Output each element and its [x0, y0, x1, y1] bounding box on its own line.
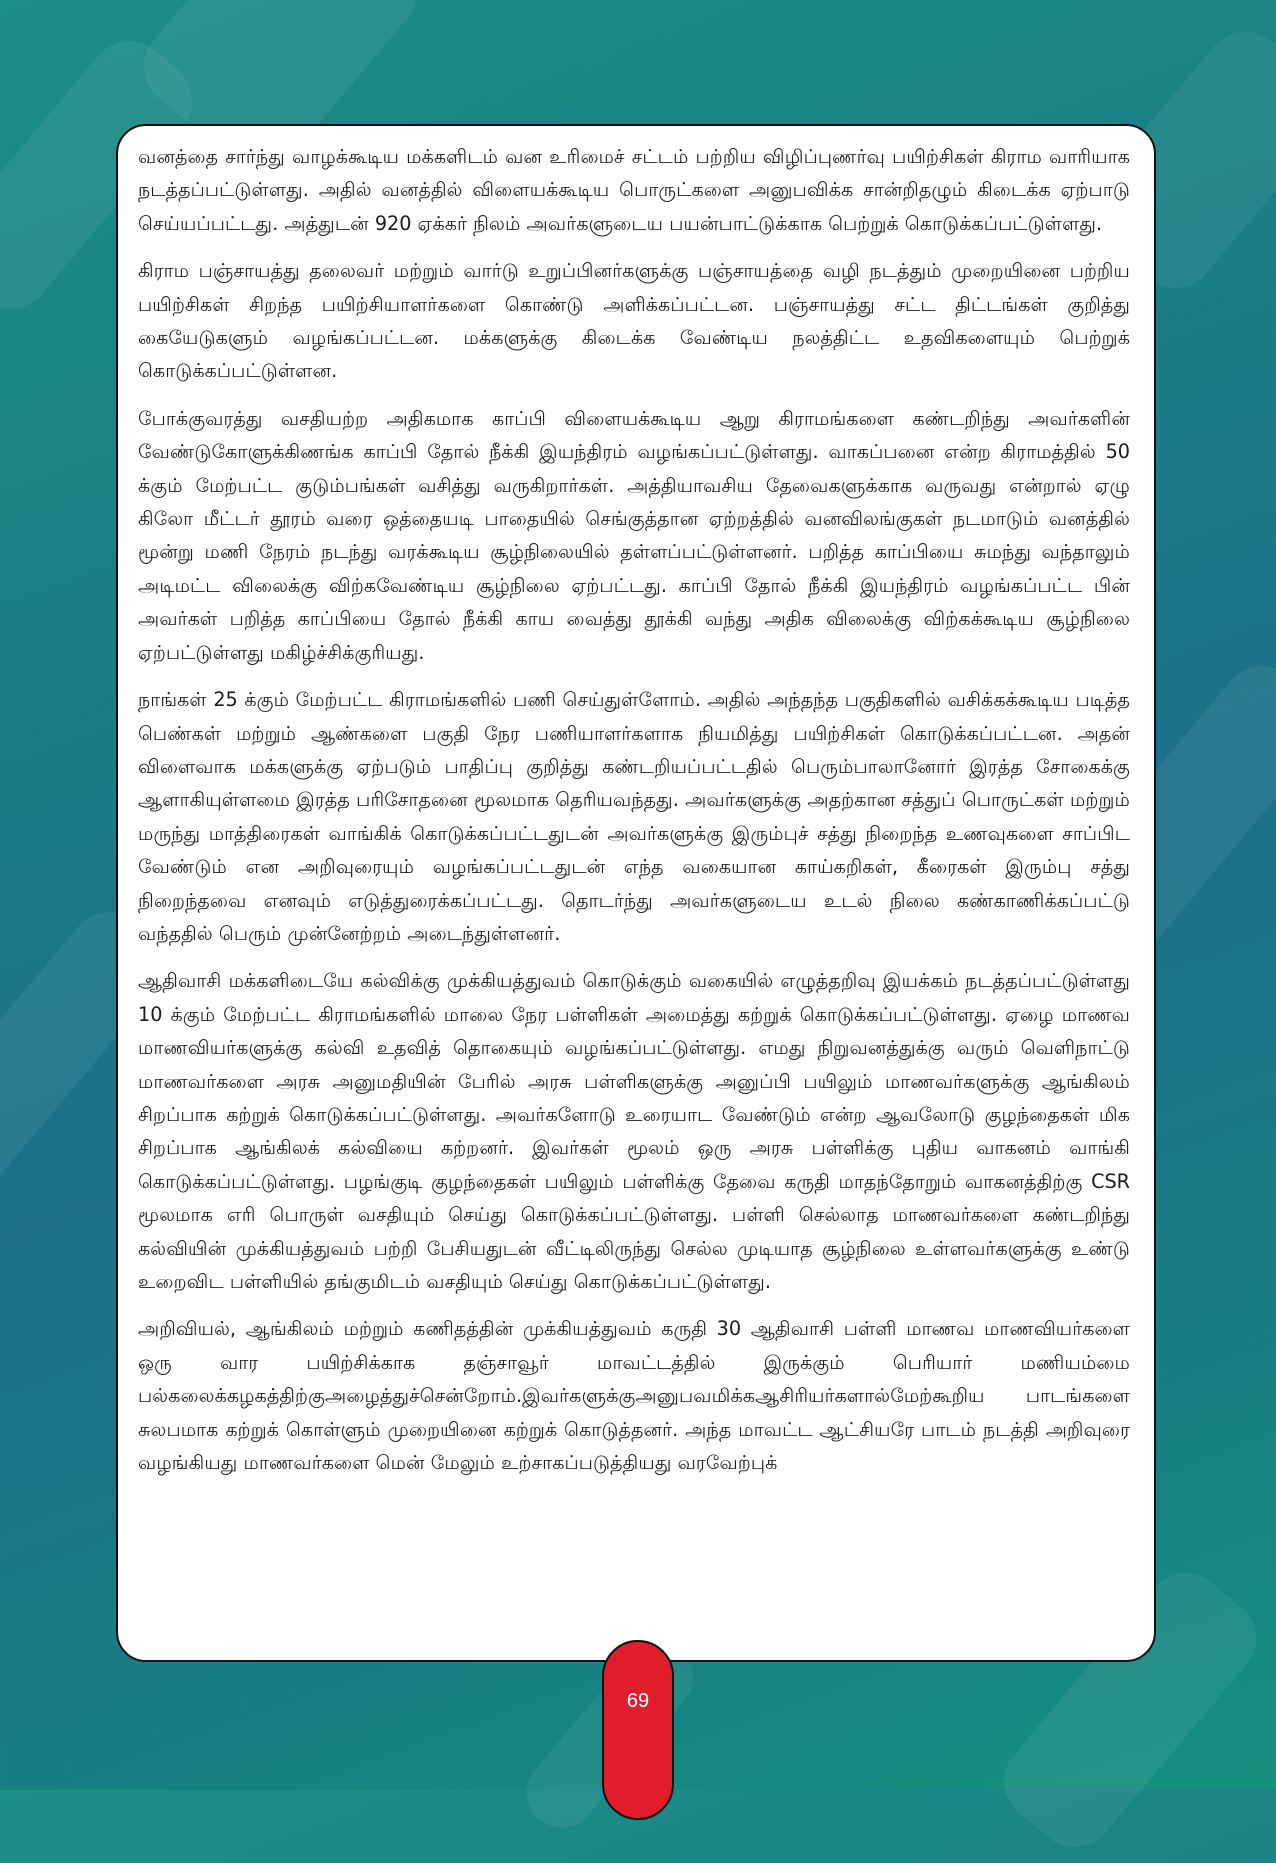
content-card	[116, 124, 1156, 1662]
page-number-tab	[602, 1640, 674, 1820]
paragraph: போக்குவரத்து வசதியற்ற அதிகமாக காப்பி விளையக்கூடிய ஆறு கிராமங்களை கண்டறிந்து அவர்களின் வேண்டுகோளுக்கிணங்க காப்பி தோல் நீக்கி இயந்திரம் வழங்கப்பட்டுள்ளது. வாகப்பனை என்ற கிராமத்தில் 50 க்கும் மேற்பட்ட குடும்பங்கள் வசித்து வருகிறார்கள். அத்தியாவசிய தேவைகளுக்காக வருவது என்றால் ஏழு கிலோ மீட்டர் தூரம் வரை ஒத்தையடி பாதையில் செங்குத்தான ஏற்றத்தில் வனவிலங்குகள் நடமாடும் வனத்தில் மூன்று மணி நேரம் நடந்து வரக்கூடிய சூழ்நிலையில் தள்ளப்பட்டுள்ளனர். பறித்த காப்பியை சுமந்து வந்தாலும் அடிமட்ட விலைக்கு விற்கவேண்டிய சூழ்நிலை ஏற்பட்டது. காப்பி தோல் நீக்கி இயந்திரம் வழங்கப்பட்ட பின் அவர்கள் பறித்த காப்பியை தோல் நீக்கி காய வைத்து தூக்கி வந்து அதிக விலைக்கு விற்கக்கூடிய சூழ்நிலை ஏற்பட்டுள்ளது மகிழ்ச்சிக்குரியது.	[138, 406, 1130, 664]
paragraph: வனத்தை சார்ந்து வாழக்கூடிய மக்களிடம் வன உரிமைச் சட்டம் பற்றிய விழிப்புணர்வு பயிற்சிகள் கிராம வாரியாக நடத்தப்பட்டுள்ளது. அதில் வனத்தில் விளையக்கூடிய பொருட்களை அனுபவிக்க சான்றிதழும் கிடைக்க ஏற்பாடு செய்யப்பட்டது. அத்துடன் 920 ஏக்கர் நிலம் அவர்களுடைய பயன்பாட்டுக்காக பெற்றுக் கொடுக்கப்பட்டுள்ளது.	[138, 145, 1130, 235]
paragraph: கிராம பஞ்சாயத்து தலைவர் மற்றும் வார்டு உறுப்பினர்களுக்கு பஞ்சாயத்தை வழி நடத்தும் முறையினை பற்றிய பயிற்சிகள் சிறந்த பயிற்சியாளர்களை கொண்டு அளிக்கப்பட்டன. பஞ்சாயத்து சட்ட திட்டங்கள் குறித்து கையேடுகளும் வழங்கப்பட்டன. மக்களுக்கு கிடைக்க வேண்டிய நலத்திட்ட உதவிகளையும் பெற்றுக் கொடுக்கப்பட்டுள்ளன.	[138, 259, 1130, 383]
paragraph: நாங்கள் 25 க்கும் மேற்பட்ட கிராமங்களில் பணி செய்துள்ளோம். அதில் அந்தந்த பகுதிகளில் வசிக்கக்கூடிய படித்த பெண்கள் மற்றும் ஆண்களை பகுதி நேர பணியாளர்களாக நியமித்து பயிற்சிகள் கொடுக்கப்பட்டன. அதன் விளைவாக மக்களுக்கு ஏற்படும் பாதிப்பு குறித்து கண்டறியப்பட்டதில் பெரும்பாலானோர் இரத்த சோகைக்கு ஆளாகியுள்ளமை இரத்த பரிசோதனை மூலமாக தெரியவந்தது. அவர்களுக்கு அதற்கான சத்துப் பொருட்கள் மற்றும் மருந்து மாத்திரைகள் வாங்கிக் கொடுக்கப்பட்டதுடன் அவர்களுக்கு இரும்புச் சத்து நிறைந்த உணவுகளை சாப்பிட வேண்டும் என அறிவுரையும் வழங்கப்பட்டதுடன் எந்த வகையான காய்கறிகள், கீரைகள் இரும்பு சத்து நிறைந்தவை எனவும் எடுத்துரைக்கப்பட்டது. தொடர்ந்து அவர்களுடைய உடல் நிலை கண்காணிக்கப்பட்டு வந்ததில் பெரும் முன்னேற்றம் அடைந்துள்ளனர்.	[138, 688, 1130, 945]
paragraph: அறிவியல், ஆங்கிலம் மற்றும் கணிதத்தின் முக்கியத்துவம் கருதி 30 ஆதிவாசி பள்ளி மாணவ மாணவியர்களை ஒரு வார பயிற்சிக்காக தஞ்சாவூர் மாவட்டத்தில் இருக்கும் பெரியார் மணியம்மை பல்கலைக்கழகத்திற்குஅழைத்துச்சென்றோம்.இவர்களுக்குஅனுபவமிக்கஆசிரியர்களால்மேற்கூறிய பாடங்களை சுலபமாக கற்றுக் கொள்ளும் முறையினை கற்றுக் கொடுத்தனர். அந்த மாவட்ட ஆட்சியரே பாடம் நடத்தி அறிவுரை வழங்கியது மாணவர்களை மென் மேலும் உற்சாகப்படுத்தியது வரவேற்புக்	[138, 1317, 1130, 1475]
page-number: 69	[626, 1690, 650, 1712]
paragraph: ஆதிவாசி மக்களிடையே கல்விக்கு முக்கியத்துவம் கொடுக்கும் வகையில் எழுத்தறிவு இயக்கம் நடத்தப்பட்டுள்ளது 10 க்கும் மேற்பட்ட கிராமங்களில் மாலை நேர பள்ளிகள் அமைத்து கற்றுக் கொடுக்கப்பட்டுள்ளது. ஏழை மாணவ மாணவியர்களுக்கு கல்வி உதவித் தொகையும் வழங்கப்பட்டுள்ளது. எமது நிறுவனத்துக்கு வரும் வெளிநாட்டு மாணவர்களை அரசு அனுமதியின் பேரில் அரசு பள்ளிகளுக்கு அனுப்பி பயிலும் மாணவர்களுக்கு ஆங்கிலம் சிறப்பாக கற்றுக் கொடுக்கப்பட்டுள்ளது. அவர்களோடு உரையாட வேண்டும் என்ற ஆவலோடு குழந்தைகள் மிக சிறப்பாக ஆங்கிலக் கல்வியை கற்றனர். இவர்கள் மூலம் ஒரு அரசு பள்ளிக்கு புதிய வாகனம் வாங்கி கொடுக்கப்பட்டுள்ளது. பழங்குடி குழந்தைகள் பயிலும் பள்ளிக்கு தேவை கருதி மாதந்தோறும் வாகனத்திற்கு CSR மூலமாக எரி பொருள் வசதியும் செய்து கொடுக்கப்பட்டுள்ளது. பள்ளி செல்லாத மாணவர்களை கண்டறிந்து கல்வியின் முக்கியத்துவம் பற்றி பேசியதுடன் வீட்டிலிருந்து செல்ல முடியாத சூழ்நிலை உள்ளவர்களுக்கு உண்டு உறைவிட பள்ளியில் தங்குமிடம் வசதியும் செய்து கொடுக்கப்பட்டுள்ளது.	[138, 969, 1131, 1293]
